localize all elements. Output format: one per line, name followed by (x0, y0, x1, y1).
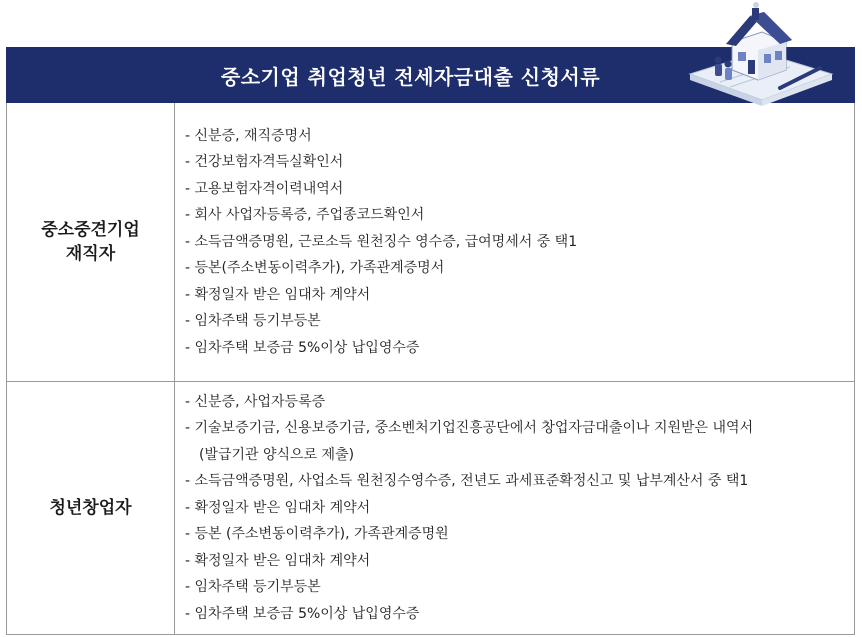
list-item: - 확정일자 받은 임대차 계약서 (185, 286, 371, 303)
list-item: - 소득금액증명원, 사업소득 원천징수영수증, 전년도 과세표준확정신고 및 납부계산서 중 택1 (185, 473, 749, 490)
list-item: (발급기관 양식으로 제출) (199, 446, 355, 463)
list-item: - 신분증, 재직증명서 (185, 127, 312, 144)
documents-list-cell (175, 382, 855, 635)
list-item: - 기술보증기금, 신용보증기금, 중소벤처기업진흥공단에서 창업자금대출이나 지원받은 내역서 (185, 420, 754, 437)
category-label: 중소중견기업 (41, 220, 140, 240)
house-with-people-icon (680, 2, 840, 114)
list-item: - 임차주택 등기부등본 (185, 313, 321, 330)
list-item: - 확정일자 받은 임대차 계약서 (185, 499, 371, 516)
documents-list (185, 389, 854, 628)
list-item: - 임차주택 등기부등본 (185, 579, 321, 596)
documents-table (6, 103, 855, 635)
table-row (7, 103, 855, 382)
list-item: - 고용보험자격이력내역서 (185, 180, 344, 197)
category-label: 재직자 (65, 244, 116, 264)
list-item: - 등본 (주소변동이력추가), 가족관계증명원 (185, 526, 449, 543)
category-cell (7, 103, 175, 382)
category-cell (7, 382, 175, 635)
page-title: 중소기업 취업청년 전세자금대출 신청서류 (220, 64, 601, 89)
list-item: - 임차주택 보증금 5%이상 납입영수증 (185, 339, 420, 356)
list-item: - 임차주택 보증금 5%이상 납입영수증 (185, 605, 420, 622)
documents-list-cell (175, 103, 855, 382)
category-label: 청년창업자 (49, 498, 132, 518)
list-item: - 신분증, 사업자등록증 (185, 393, 326, 410)
documents-list (185, 123, 854, 362)
list-item: - 건강보험자격득실확인서 (185, 154, 344, 171)
list-item: - 소득금액증명원, 근로소득 원천징수 영수증, 급여명세서 중 택1 (185, 233, 578, 250)
list-item: - 등본(주소변동이력추가), 가족관계증명서 (185, 260, 445, 277)
list-item: - 확정일자 받은 임대차 계약서 (185, 552, 371, 569)
list-item: - 회사 사업자등록증, 주업종코드확인서 (185, 207, 425, 224)
table-row (7, 382, 855, 635)
